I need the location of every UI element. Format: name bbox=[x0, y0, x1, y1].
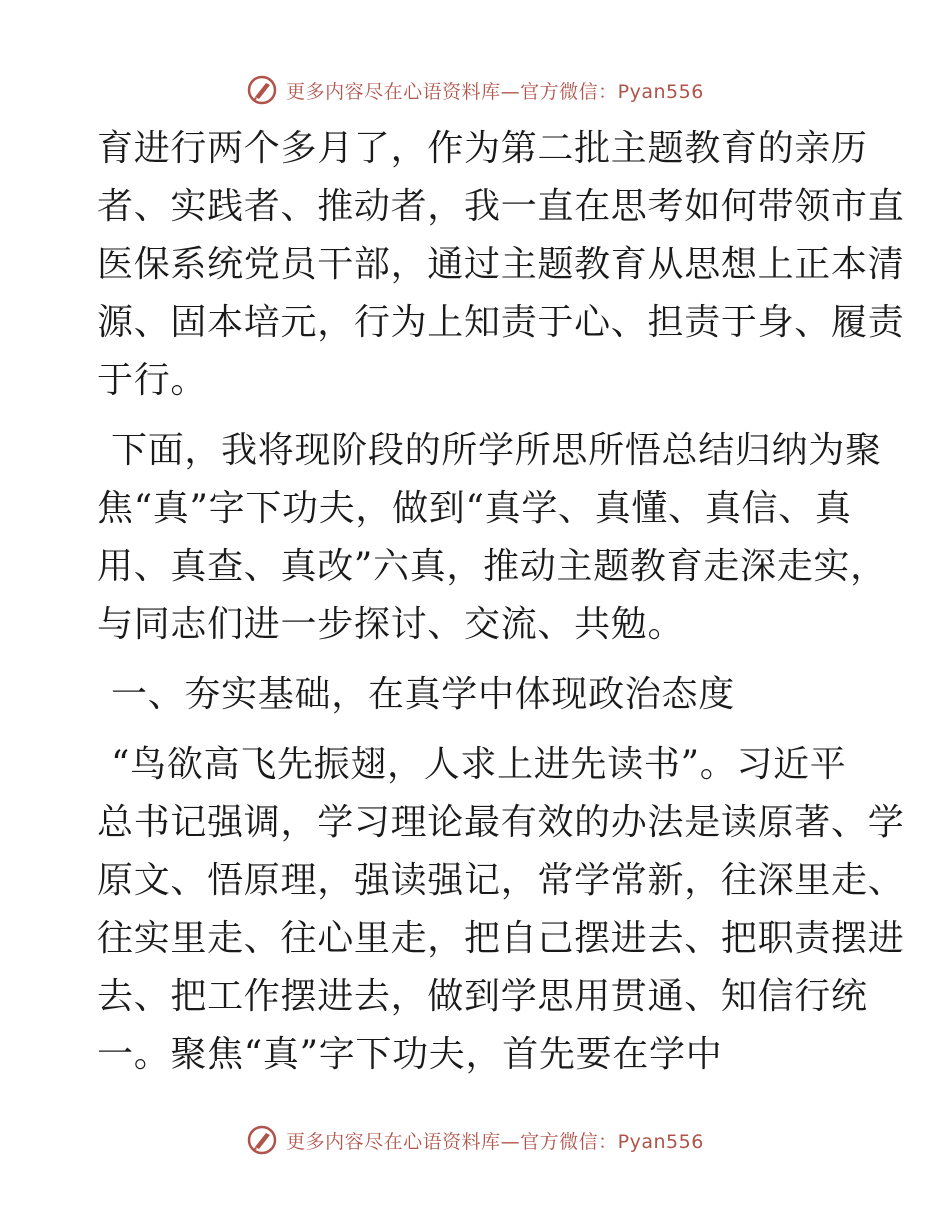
text-line: 与同志们进一步探讨、交流、共勉。 bbox=[97, 604, 685, 645]
paragraph-1 bbox=[97, 120, 905, 410]
text-line: “鸟欲高飞先振翅，人求上进先读书”。习近平 bbox=[111, 744, 847, 785]
paragraph-2 bbox=[97, 422, 887, 654]
text-line: 一、夯实基础，在真学中体现政治态度 bbox=[111, 674, 735, 715]
text-line: 焦“真”字下功夫，做到“真学、真懂、真信、真 bbox=[97, 488, 852, 529]
footer-watermark-banner bbox=[0, 1120, 950, 1160]
document-body bbox=[97, 120, 905, 1084]
text-line: 下面，我将现阶段的所学所思所悟总结归纳为聚 bbox=[111, 430, 882, 471]
watermark-text: 更多内容尽在心语资料库—官方微信：Pyan556 bbox=[286, 80, 704, 103]
text-line: 育进行两个多月了，作为第二批主题教育的亲历 bbox=[97, 128, 868, 169]
text-line: 一。聚焦“真”字下功夫，首先要在学中 bbox=[97, 1034, 723, 1075]
quill-logo-icon bbox=[246, 1124, 278, 1156]
text-line: 总书记强调，学习理论最有效的办法是读原著、学 bbox=[97, 802, 905, 843]
text-line: 医保系统党员干部，通过主题教育从思想上正本清 bbox=[97, 244, 905, 285]
watermark-text: 更多内容尽在心语资料库—官方微信：Pyan556 bbox=[286, 1130, 704, 1153]
header-watermark-banner bbox=[0, 70, 950, 110]
text-line: 往实里走、往心里走，把自己摆进去、把职责摆进 bbox=[97, 918, 905, 959]
text-line: 去、把工作摆进去，做到学思用贯通、知信行统 bbox=[97, 976, 868, 1017]
text-line: 原文、悟原理，强读强记，常学常新，往深里走、 bbox=[97, 860, 905, 901]
text-line: 用、真查、真改”六真，推动主题教育走深走实， bbox=[97, 546, 887, 587]
paragraph-3 bbox=[97, 736, 905, 1084]
quill-logo-icon bbox=[246, 74, 278, 106]
text-line: 者、实践者、推动者，我一直在思考如何带领市直 bbox=[97, 186, 905, 227]
section-heading bbox=[97, 666, 857, 724]
text-line: 源、固本培元，行为上知责于心、担责于身、履责 bbox=[97, 302, 905, 343]
text-line: 于行。 bbox=[97, 360, 208, 401]
